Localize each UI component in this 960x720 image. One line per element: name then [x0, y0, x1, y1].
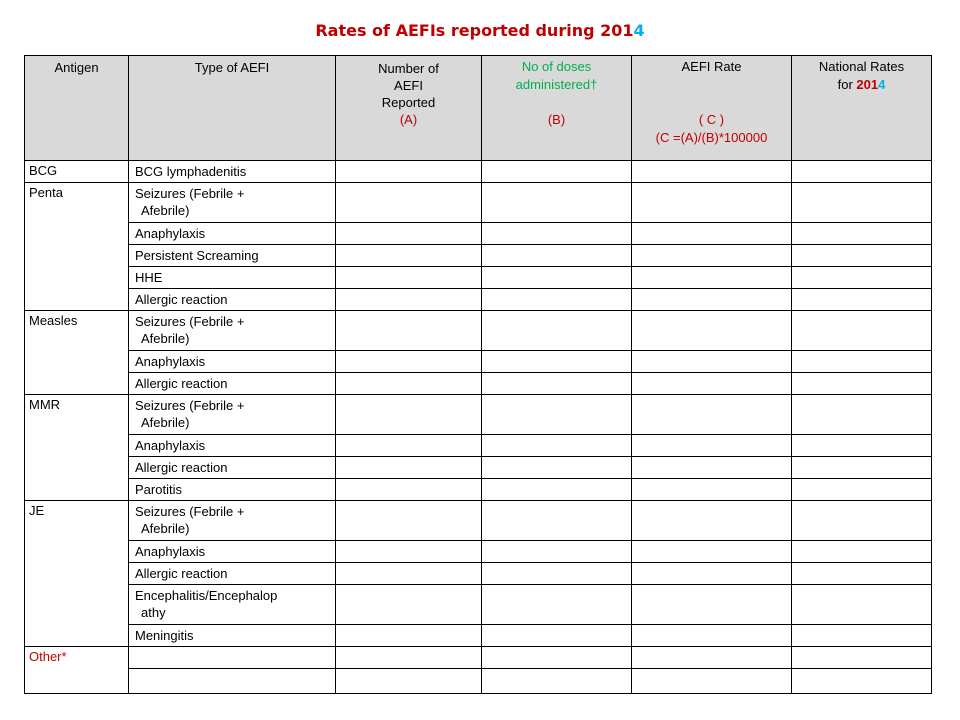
table-row [25, 625, 932, 647]
number-reported-cell[interactable] [336, 245, 482, 267]
header-type [129, 56, 336, 161]
aefi-type-cell [129, 585, 336, 625]
aefi-rate-cell[interactable] [632, 161, 792, 183]
table-row [25, 311, 932, 351]
doses-cell[interactable] [482, 585, 632, 625]
number-reported-cell[interactable] [336, 585, 482, 625]
aefi-rate-cell[interactable] [632, 541, 792, 563]
number-reported-cell[interactable] [336, 223, 482, 245]
aefi-type-line: Parotitis [135, 482, 182, 497]
header-number-reported [336, 56, 482, 161]
number-reported-cell[interactable] [336, 161, 482, 183]
aefi-type-line: Anaphylaxis [135, 544, 206, 559]
header-row [25, 56, 932, 161]
national-rate-cell[interactable] [792, 161, 932, 183]
aefi-type-cell [129, 245, 336, 267]
number-reported-cell[interactable] [336, 541, 482, 563]
national-rate-cell[interactable] [792, 395, 932, 435]
aefi-rate-cell[interactable] [632, 647, 792, 669]
doses-cell[interactable] [482, 311, 632, 351]
number-reported-cell[interactable] [336, 563, 482, 585]
number-reported-cell[interactable] [336, 311, 482, 351]
aefi-type-cell [129, 501, 336, 541]
aefi-type-line: Afebrile) [141, 331, 190, 346]
doses-cell[interactable] [482, 541, 632, 563]
aefi-rates-table [24, 55, 932, 694]
doses-cell[interactable] [482, 183, 632, 223]
header-national-year-last-digit: 4 [878, 77, 886, 92]
aefi-type-line: BCG lymphadenitis [135, 164, 247, 179]
aefi-type-cell [129, 541, 336, 563]
table-row [25, 223, 932, 245]
doses-cell[interactable] [482, 669, 632, 694]
doses-cell[interactable] [482, 351, 632, 373]
doses-cell[interactable] [482, 161, 632, 183]
national-rate-cell[interactable] [792, 541, 932, 563]
aefi-type-line: Afebrile) [141, 415, 190, 430]
doses-cell[interactable] [482, 373, 632, 395]
aefi-type-line: Seizures (Febrile + [135, 186, 245, 201]
aefi-type-cell [129, 395, 336, 435]
number-reported-cell[interactable] [336, 669, 482, 694]
doses-cell[interactable] [482, 267, 632, 289]
table-row [25, 161, 932, 183]
doses-cell[interactable] [482, 501, 632, 541]
doses-cell[interactable] [482, 647, 632, 669]
table-row [25, 563, 932, 585]
aefi-rate-cell[interactable] [632, 289, 792, 311]
number-reported-cell[interactable] [336, 351, 482, 373]
national-rate-cell[interactable] [792, 245, 932, 267]
antigen-cell: Measles [25, 311, 129, 395]
header-doses-line2: administered† [515, 77, 598, 92]
title-year-last-digit: 4 [633, 21, 645, 40]
aefi-type-cell [129, 289, 336, 311]
table-row [25, 245, 932, 267]
table-row [25, 585, 932, 625]
table-row [25, 669, 932, 694]
header-number-line4: (A) [399, 112, 418, 127]
table-row [25, 457, 932, 479]
aefi-rate-cell[interactable] [632, 373, 792, 395]
aefi-type-line: Afebrile) [141, 521, 190, 536]
aefi-rate-cell[interactable] [632, 223, 792, 245]
national-rate-cell[interactable] [792, 373, 932, 395]
table-row [25, 501, 932, 541]
header-antigen-label: Antigen [54, 60, 99, 75]
header-aefi-rate [632, 56, 792, 161]
page-title [0, 21, 960, 40]
number-reported-cell[interactable] [336, 289, 482, 311]
header-rate-line2: ( C ) [698, 112, 725, 127]
doses-cell[interactable] [482, 625, 632, 647]
national-rate-cell[interactable] [792, 435, 932, 457]
aefi-type-cell [129, 161, 336, 183]
aefi-rate-cell[interactable] [632, 351, 792, 373]
aefi-rate-cell[interactable] [632, 183, 792, 223]
national-rate-cell[interactable] [792, 563, 932, 585]
national-rate-cell[interactable] [792, 669, 932, 694]
aefi-type-line: Encephalitis/Encephalop [135, 588, 278, 603]
number-reported-cell[interactable] [336, 435, 482, 457]
header-antigen [25, 56, 129, 161]
table-row [25, 289, 932, 311]
aefi-type-cell [129, 479, 336, 501]
table-row [25, 647, 932, 669]
aefi-type-line: Allergic reaction [135, 460, 228, 475]
doses-cell[interactable] [482, 457, 632, 479]
national-rate-cell[interactable] [792, 351, 932, 373]
aefi-type-cell [129, 435, 336, 457]
header-national-year: 201 [856, 77, 879, 92]
doses-cell[interactable] [482, 289, 632, 311]
national-rate-cell[interactable] [792, 311, 932, 351]
header-number-line2: AEFI [394, 78, 423, 93]
national-rate-cell[interactable] [792, 479, 932, 501]
aefi-rate-cell[interactable] [632, 435, 792, 457]
header-doses-line1: No of doses [521, 59, 592, 74]
header-rate-line1: AEFI Rate [681, 59, 742, 74]
aefi-rate-cell[interactable] [632, 585, 792, 625]
aefi-type-line: Seizures (Febrile + [135, 314, 245, 329]
header-national-line1: National Rates [818, 59, 905, 74]
aefi-rate-cell[interactable] [632, 563, 792, 585]
title-text: Rates of AEFIs reported during [315, 21, 601, 40]
table-row [25, 267, 932, 289]
aefi-rate-cell[interactable] [632, 479, 792, 501]
aefi-type-cell [129, 311, 336, 351]
aefi-type-cell [129, 669, 336, 694]
aefi-type-line: Seizures (Febrile + [135, 398, 245, 413]
aefi-type-cell [129, 351, 336, 373]
aefi-type-cell [129, 647, 336, 669]
aefi-rate-cell[interactable] [632, 395, 792, 435]
antigen-cell: BCG [25, 161, 129, 183]
table-row [25, 541, 932, 563]
aefi-type-cell [129, 563, 336, 585]
aefi-rate-cell[interactable] [632, 501, 792, 541]
number-reported-cell[interactable] [336, 395, 482, 435]
doses-cell[interactable] [482, 479, 632, 501]
aefi-type-line: Persistent Screaming [135, 248, 259, 263]
doses-cell[interactable] [482, 563, 632, 585]
antigen-cell: JE [25, 501, 129, 647]
header-doses-line3: (B) [547, 112, 566, 127]
aefi-type-cell [129, 373, 336, 395]
aefi-type-line: Allergic reaction [135, 566, 228, 581]
header-rate-line3: (C =(A)/(B)*100000 [655, 130, 768, 145]
header-type-label: Type of AEFI [194, 60, 270, 75]
aefi-type-line: Anaphylaxis [135, 226, 206, 241]
national-rate-cell[interactable] [792, 501, 932, 541]
number-reported-cell[interactable] [336, 625, 482, 647]
antigen-cell: Penta [25, 183, 129, 311]
table-row [25, 373, 932, 395]
aefi-rate-cell[interactable] [632, 625, 792, 647]
table-row [25, 183, 932, 223]
aefi-type-line: HHE [135, 270, 163, 285]
aefi-rate-cell[interactable] [632, 245, 792, 267]
aefi-type-cell [129, 625, 336, 647]
doses-cell[interactable] [482, 245, 632, 267]
header-number-line3: Reported [381, 95, 436, 110]
header-national-rates [792, 56, 932, 161]
doses-cell[interactable] [482, 435, 632, 457]
aefi-type-line: Seizures (Febrile + [135, 504, 245, 519]
aefi-type-line: Meningitis [135, 628, 194, 643]
number-reported-cell[interactable] [336, 647, 482, 669]
doses-cell[interactable] [482, 395, 632, 435]
aefi-rate-cell[interactable] [632, 267, 792, 289]
aefi-type-line: Afebrile) [141, 203, 190, 218]
number-reported-cell[interactable] [336, 479, 482, 501]
table-row [25, 395, 932, 435]
aefi-rate-cell[interactable] [632, 457, 792, 479]
aefi-type-cell [129, 223, 336, 245]
table-row [25, 351, 932, 373]
national-rate-cell[interactable] [792, 585, 932, 625]
aefi-type-line: Anaphylaxis [135, 354, 206, 369]
number-reported-cell[interactable] [336, 373, 482, 395]
national-rate-cell[interactable] [792, 289, 932, 311]
number-reported-cell[interactable] [336, 501, 482, 541]
number-reported-cell[interactable] [336, 267, 482, 289]
national-rate-cell[interactable] [792, 625, 932, 647]
number-reported-cell[interactable] [336, 457, 482, 479]
aefi-type-line: athy [141, 605, 166, 620]
national-rate-cell[interactable] [792, 223, 932, 245]
aefi-type-cell [129, 267, 336, 289]
table-body [25, 161, 932, 694]
aefi-type-cell [129, 457, 336, 479]
doses-cell[interactable] [482, 223, 632, 245]
aefi-type-line: Anaphylaxis [135, 438, 206, 453]
title-year: 201 [600, 21, 634, 40]
national-rate-cell[interactable] [792, 183, 932, 223]
antigen-cell: Other* [25, 647, 129, 694]
aefi-type-line: Allergic reaction [135, 376, 228, 391]
national-rate-cell[interactable] [792, 267, 932, 289]
aefi-rate-cell[interactable] [632, 311, 792, 351]
table-row [25, 479, 932, 501]
aefi-type-cell [129, 183, 336, 223]
header-doses [482, 56, 632, 161]
header-national-line2 [792, 76, 931, 94]
national-rate-cell[interactable] [792, 457, 932, 479]
aefi-type-line: Allergic reaction [135, 292, 228, 307]
header-number-line1: Number of [378, 61, 439, 76]
antigen-cell: MMR [25, 395, 129, 501]
table-row [25, 435, 932, 457]
number-reported-cell[interactable] [336, 183, 482, 223]
header-national-prefix: for [837, 77, 857, 92]
national-rate-cell[interactable] [792, 647, 932, 669]
aefi-rate-cell[interactable] [632, 669, 792, 694]
